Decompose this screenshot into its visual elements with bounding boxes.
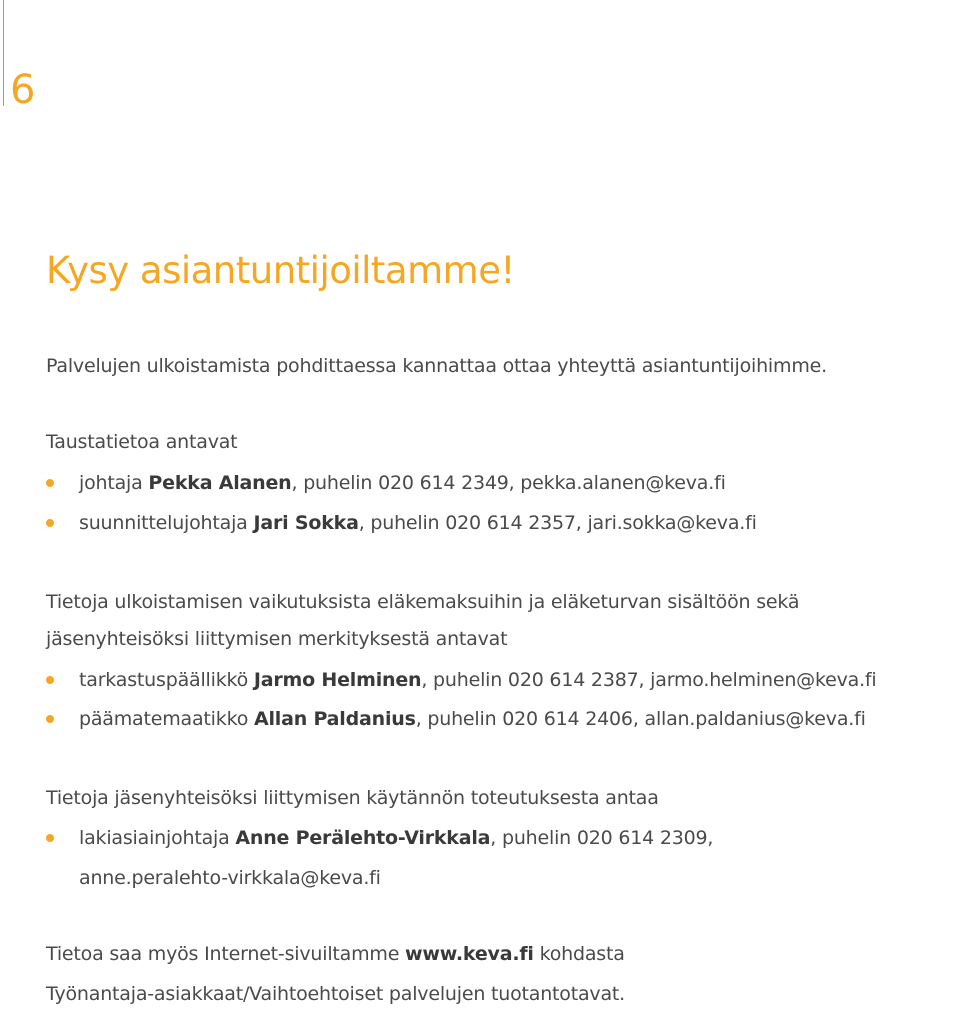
footer-text: kohdasta xyxy=(533,943,625,965)
margin-rule xyxy=(3,0,4,106)
contact-details: , puhelin 020 614 2349, pekka.alanen@keva.fi xyxy=(291,472,726,494)
contact-details: , puhelin 020 614 2357, jari.sokka@keva.fi xyxy=(358,512,757,534)
contact-role: johtaja xyxy=(79,472,149,494)
bullet-icon xyxy=(46,834,54,842)
contact-details: , puhelin 020 614 2309, xyxy=(490,827,714,849)
contact-name: Allan Paldanius xyxy=(253,708,416,730)
contact-name: Anne Perälehto-Virkkala xyxy=(235,827,491,849)
contact-email-continued: anne.peralehto-virkkala@keva.fi xyxy=(79,867,381,889)
section3-lead: Tietoja jäsenyhteisöksi liittymisen käytännön toteutuksesta antaa xyxy=(46,787,659,809)
contact-details: , puhelin 020 614 2387, jarmo.helminen@keva.fi xyxy=(421,669,877,691)
page-number: 6 xyxy=(10,67,36,113)
footer-line1 xyxy=(46,934,625,974)
bullet-icon xyxy=(46,676,54,684)
section2-lead-line2: jäsenyhteisöksi liittymisen merkityksestä antavat xyxy=(46,628,508,650)
page-title: Kysy asiantuntijoiltamme! xyxy=(46,249,515,292)
intro-paragraph: Palvelujen ulkoistamista pohdittaessa kannattaa ottaa yhteyttä asiantuntijoihimme. xyxy=(46,355,827,377)
contact-name: Pekka Alanen xyxy=(148,472,292,494)
website-link[interactable]: www.keva.fi xyxy=(405,943,534,965)
bullet-icon xyxy=(46,715,54,723)
contact-role: suunnittelujohtaja xyxy=(79,512,254,534)
contact-role: päämatemaatikko xyxy=(79,708,254,730)
footer-line2: Työnantaja-asiakkaat/Vaihtoehtoiset palvelujen tuotantotavat. xyxy=(46,983,625,1005)
contact-role: lakiasiainjohtaja xyxy=(79,827,236,849)
section1-lead: Taustatietoa antavat xyxy=(46,431,238,453)
bullet-icon xyxy=(46,519,54,527)
section2-lead-line1: Tietoja ulkoistamisen vaikutuksista eläkemaksuihin ja eläketurvan sisältöön sekä xyxy=(46,591,800,613)
contact-details: , puhelin 020 614 2406, allan.paldanius@keva.fi xyxy=(415,708,866,730)
footer-text: Tietoa saa myös Internet-sivuiltamme xyxy=(46,943,406,965)
bullet-icon xyxy=(46,479,54,487)
contact-name: Jarmo Helminen xyxy=(253,669,422,691)
contact-name: Jari Sokka xyxy=(253,512,359,534)
contact-role: tarkastuspäällikkö xyxy=(79,669,254,691)
